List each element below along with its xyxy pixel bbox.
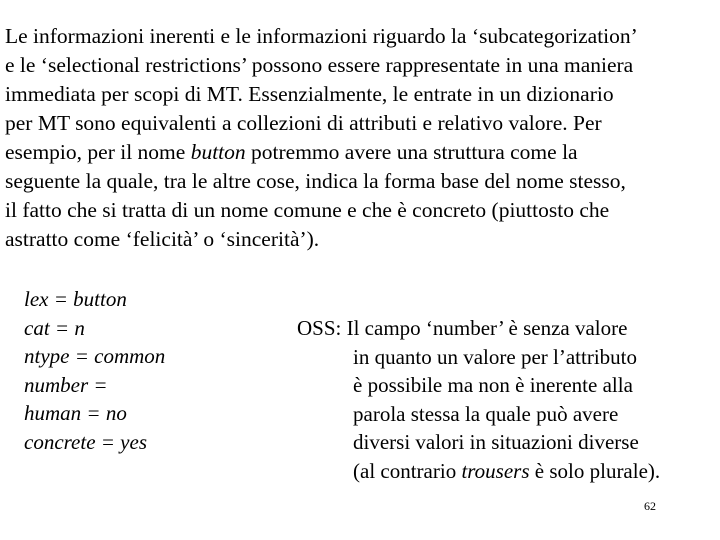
attribute-list [24,285,165,456]
attribute-number: number = [24,372,108,397]
paragraph-line: il fatto che si tratta di un nome comune e che è concreto (piuttosto che [5,198,610,222]
intro-paragraph [5,22,717,254]
oss-line [297,457,660,486]
paragraph-line [5,138,717,167]
paragraph-line: immediata per scopi di MT. Essenzialmente, le entrate in un dizionario [5,82,614,106]
paragraph-line: seguente la quale, tra le altre cose, indica la forma base del nome stesso, [5,169,626,193]
page-number: 62 [644,499,656,513]
paragraph-text: potremmo avere una struttura come la [245,140,578,164]
paragraph-line: per MT sono equivalenti a collezioni di attributi e relativo valore. Per [5,111,602,135]
attribute-lex: lex = button [24,287,127,311]
oss-text: è solo plurale). [529,458,661,483]
attribute-cat: cat = n [24,315,85,340]
paragraph-line: astratto come ‘felicità’ o ‘sincerità’). [5,227,320,251]
attribute-human: human = no [24,401,127,425]
attribute-ntype: ntype = common [24,344,166,368]
oss-text: (al contrario [353,458,462,483]
example-word-trousers: trousers [461,458,530,483]
oss-note [297,314,660,485]
paragraph-line: e le ‘selectional restrictions’ possono essere rappresentate in una maniera [5,53,634,77]
attribute-concrete: concrete = yes [24,429,147,454]
example-word-button: button [190,140,246,164]
oss-line: in quanto un valore per l’attributo [353,344,638,369]
paragraph-line: Le informazioni inerenti e le informazioni riguardo la ‘subcategorization’ [5,24,638,48]
paragraph-text: esempio, per il nome [5,140,191,164]
oss-line: OSS: Il campo ‘number’ è senza valore [297,316,628,340]
oss-line: parola stessa la quale può avere [353,401,619,426]
oss-line: è possibile ma non è inerente alla [353,373,633,397]
oss-line: diversi valori in situazioni diverse [353,430,639,454]
